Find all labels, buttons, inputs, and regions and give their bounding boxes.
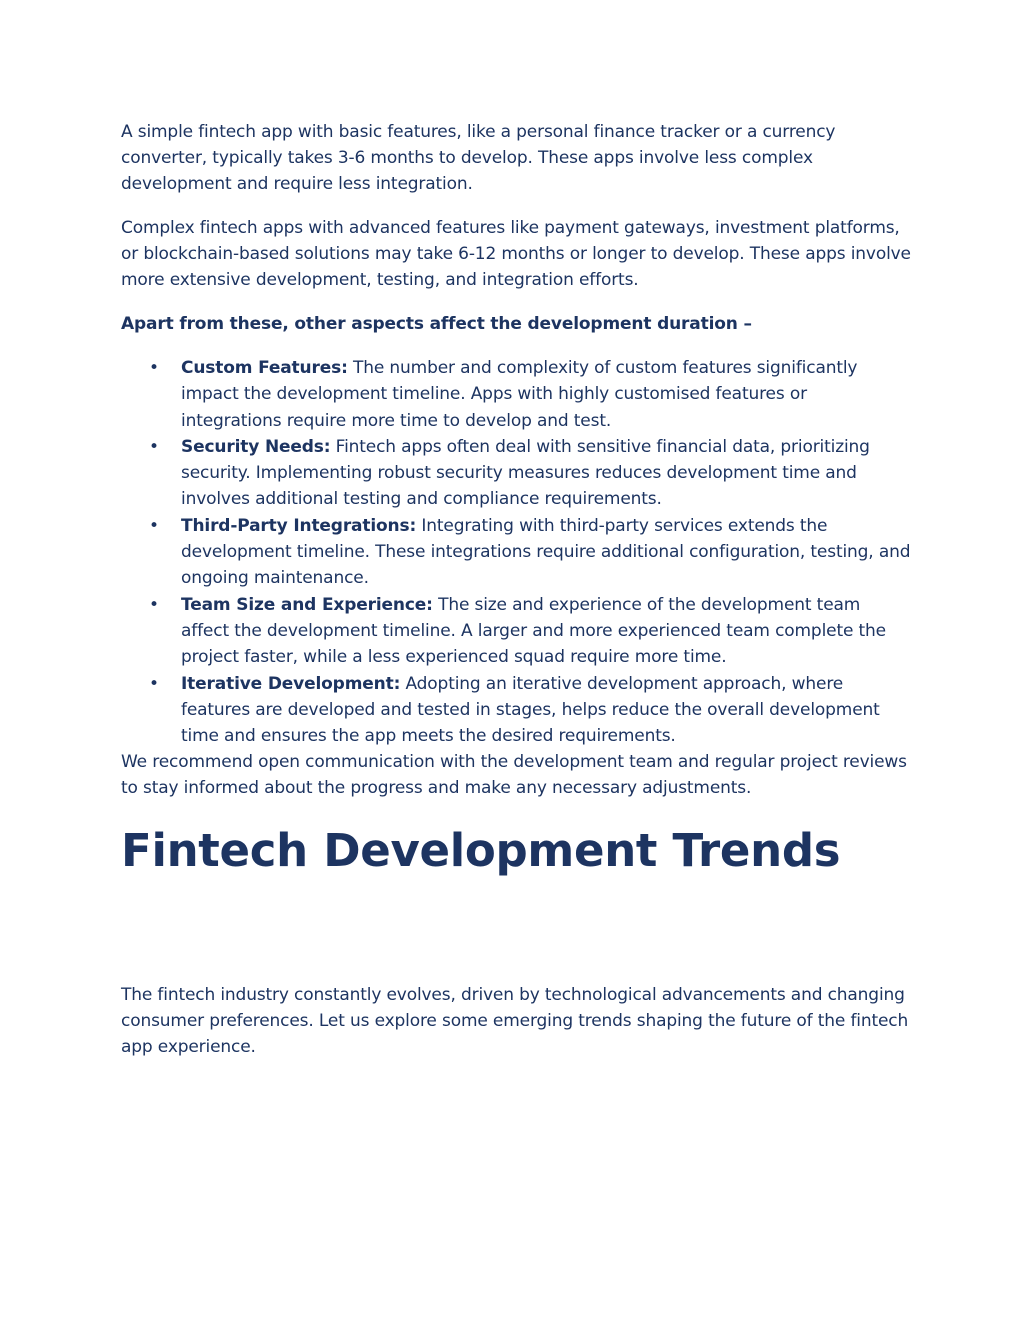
bullet-icon: • — [149, 436, 159, 457]
aspect-text: Fintech apps often deal with sensitive financial data, prioritizing security. Implementing robust security measures reduces development time and involves additional testing and compliance requirements. — [181, 436, 870, 510]
aspect-term: Team Size and Experience: — [181, 594, 433, 615]
complex-app-paragraph: Complex fintech apps with advanced features like payment gateways, investment platforms, or blockchain-based solutions may take 6-12 months or longer to develop. These apps involve more extensive development, testing, and integration efforts. — [121, 218, 911, 290]
list-item — [121, 513, 911, 592]
recommendation-paragraph: We recommend open communication with the development team and regular project reviews to stay informed about the progress and make any necessary adjustments. — [121, 752, 907, 799]
aspect-text: Adopting an iterative development approach, where features are developed and tested in stages, helps reduce the overall development time and ensures the app meets the desired requirements. — [181, 673, 880, 747]
aspects-lead: Apart from these, other aspects affect the development duration – — [121, 314, 752, 334]
aspect-term: Iterative Development: — [181, 673, 401, 694]
bullet-icon: • — [149, 673, 159, 694]
document-page — [121, 119, 911, 1060]
aspect-term: Third-Party Integrations: — [181, 515, 417, 536]
aspect-term: Custom Features: — [181, 358, 348, 378]
aspect-text: The number and complexity of custom features significantly impact the development timeline. Apps with highly customised features or integrations require more time to develop and test. — [181, 358, 858, 431]
list-item — [121, 434, 911, 513]
list-item — [121, 355, 911, 434]
aspects-list — [121, 355, 911, 749]
simple-app-paragraph: A simple fintech app with basic features, like a personal finance tracker or a currency converter, typically takes 3-6 months to develop. These apps involve less complex development and require less integration. — [121, 122, 836, 194]
list-item — [121, 671, 911, 750]
aspect-term: Security Needs: — [181, 436, 331, 457]
list-item — [121, 592, 911, 671]
aspect-text: Integrating with third-party services extends the development timeline. These integrations require additional configuration, testing, and ongoing maintenance. — [181, 515, 911, 589]
trends-intro-paragraph: The fintech industry constantly evolves, driven by technological advancements and changing consumer preferences. Let us explore some emerging trends shaping the future of the fintech app experience. — [121, 985, 909, 1058]
bullet-icon: • — [149, 515, 159, 536]
aspect-text: The size and experience of the development team affect the development timeline. A larger and more experienced team complete the project faster, while a less experienced squad require more time. — [181, 594, 886, 668]
trends-heading: Fintech Development Trends — [121, 824, 841, 878]
bullet-icon: • — [149, 594, 159, 615]
bullet-icon: • — [149, 358, 159, 378]
